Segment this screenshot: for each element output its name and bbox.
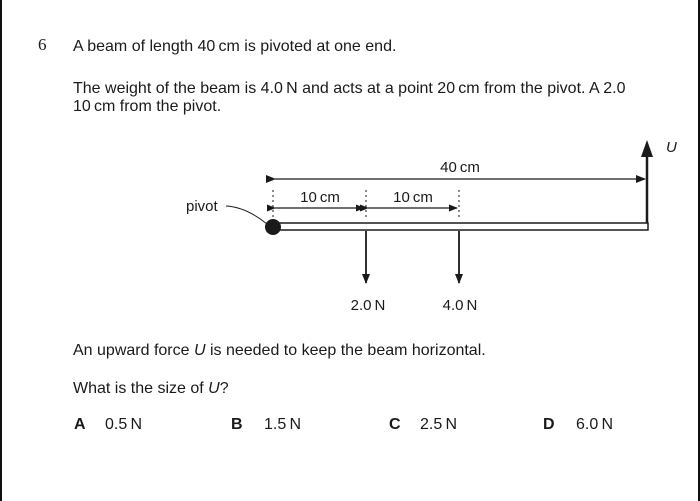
line4-var: U xyxy=(193,342,206,359)
option-d-value[interactable]: 6.0 N xyxy=(576,416,613,433)
question-line-1: A beam of length 40 cm is pivoted at one end. xyxy=(73,38,397,55)
upward-force-arrowhead xyxy=(641,140,653,157)
dist2-label: 10 cm xyxy=(393,189,433,206)
question-line-2: The weight of the beam is 4.0 N and acts at a point 20 cm from the pivot. A 2.0 xyxy=(73,80,626,97)
option-b-letter[interactable]: B xyxy=(231,416,243,433)
line5-post: ? xyxy=(219,380,229,397)
length-label: 40 cm xyxy=(440,159,480,176)
dist1-label: 10 cm xyxy=(300,189,340,206)
force-4n-label: 4.0 N xyxy=(442,297,478,314)
pivot-label: pivot xyxy=(186,198,218,215)
beam xyxy=(273,223,648,230)
line4-pre: An upward force xyxy=(73,342,194,359)
option-c-letter[interactable]: C xyxy=(389,416,401,433)
pivot-leader-line xyxy=(226,206,267,224)
option-a-value[interactable]: 0.5 N xyxy=(105,416,142,433)
pivot-point xyxy=(265,219,281,235)
line4-post: is needed to keep the beam horizontal. xyxy=(205,342,486,359)
question-line-4 xyxy=(73,341,486,360)
option-d-letter[interactable]: D xyxy=(543,416,555,433)
line5-var: U xyxy=(208,380,220,397)
question-number: 6 xyxy=(38,35,47,54)
question-line-3: 10 cm from the pivot. xyxy=(73,98,222,115)
option-a-letter[interactable]: A xyxy=(74,416,86,433)
force-2n-label: 2.0 N xyxy=(350,297,386,314)
option-c-value[interactable]: 2.5 N xyxy=(420,416,457,433)
option-b-value[interactable]: 1.5 N xyxy=(264,416,301,433)
line5-pre: What is the size of xyxy=(73,380,209,397)
upward-force-label: U xyxy=(666,139,677,156)
question-line-5 xyxy=(73,379,229,398)
